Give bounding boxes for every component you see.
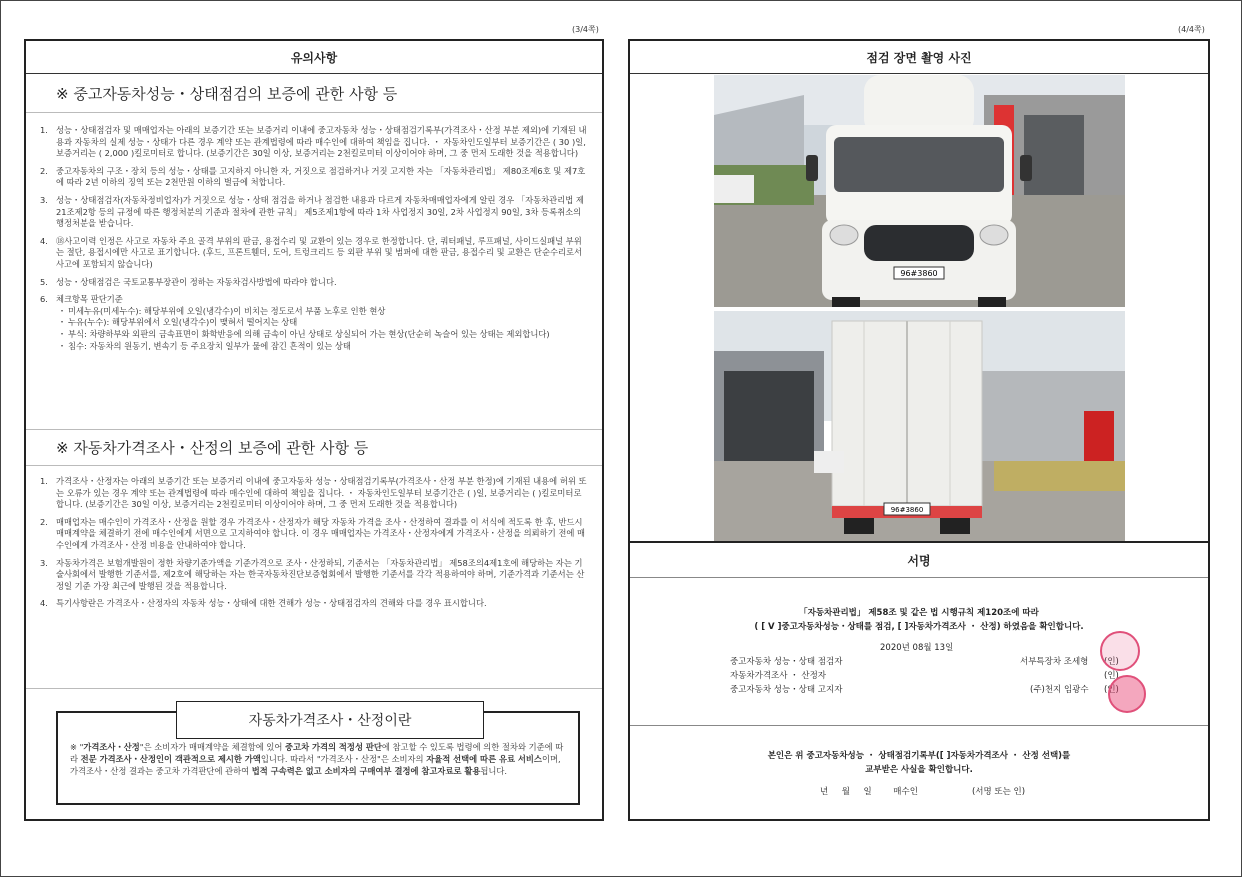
inspection-photo-front (714, 75, 1125, 307)
section-title-performance: ※ 중고자동차성능・상태점검의 보증에 관한 사항 등 (26, 75, 602, 113)
signer-seal-notifier: (인) (1104, 685, 1119, 695)
buyer-signature-fields: 년 월 일 매수인 (서명 또는 인) (820, 787, 1026, 797)
notice-panel (24, 39, 604, 821)
price-definition-text: ※ "가격조사・산정"은 소비자가 매매계약을 체결함에 있어 중고차 가격의 적정성 판단에 참고할 수 있도록 법령에 의한 절차와 기준에 따라 전문 가격조사・산정인이 객관적으로 제시한 가액입니다. 따라서 "가격조사・산정"은 소비자의 자율적 선택에 따른 유료 서비스이며, 가격조사・산정 결과는 중고차 가격판단에 관하여 법적 구속력은 없고 소비자의 구매여부 결정에 참고자료로 활용됩니다. (70, 742, 564, 776)
list-item: 4. ⑱사고이력 인정은 사고로 자동차 주요 골격 부위의 판금, 용접수리 및 교환이 있는 경우로 한정합니다. 단, 쿼터패널, 루프패널, 사이드실패널 부위는 절단, 용접시에만 사고로 표기합니다. (후드, 프론트휀더, 도어, 트렁크리드 등 외판 부위 및 범퍼에 대한 판금, 용접수리 및 교환은 단순수리로서 사고에 포함되지 않습니다) (40, 235, 583, 269)
law-reference-text: 「자동차관리법」 제58조 및 같은 법 시행규칙 제120조에 따라 (799, 608, 1039, 618)
page-number-left: (3/4쪽) (572, 25, 599, 34)
page-number-right: (4/4쪽) (1178, 25, 1205, 34)
price-warranty-list (26, 466, 602, 688)
receipt-confirmation-line1: 본인은 위 중고자동차성능 ・ 상태점검기록부([ ]자동차가격조사 ・ 산정 선택)를 (767, 751, 1071, 761)
list-item: 3. 성능・상태점검자(자동차정비업자)가 거짓으로 성능・상태 점검을 하거나 점검한 내용과 다르게 자동차매매업자에게 알린 경우 「자동차관리법 제21조제2항 등의 규정에 따른 행정처분의 기준과 절차에 관한 규칙」 제5조제1항에 따라 1차 사업정지 30일, 2차 사업정지 90일, 3차 등록취소의 행정처분을 받습니다. (40, 194, 584, 229)
criteria-item: ・ 침수: 자동차의 원동기, 변속기 등 주요장치 일부가 물에 잠긴 흔적이 있는 상태 (57, 340, 351, 351)
list-item: 6. 체크항목 판단기준 ・ 미세누유(미세누수): 해당부위에 오일(냉각수)이 비치는 정도로서 부품 노후로 인한 현상 ・ 누유(누수): 해당부위에서 오일(냉각수)이 맺혀서 떨어지는 상태 ・ 부식: 차량하부와 외판의 금속표면이 화학반응에 의해 금속이 아닌 상태로 상실되어 가는 현상(단순히 녹슬어 있는 상태는 제외합니다) ・ 침수: 자동차의 원동기, 변속기 등 주요장치 일부가 물에 잠긴 흔적이 있는 상태 (40, 294, 588, 352)
inspector-seal-stamp (1100, 631, 1140, 671)
signer-role-notifier: 중고자동차 성능・상태 고지자 (730, 685, 843, 695)
list-item: 4. 특기사항란은 가격조사・산정자의 자동차 성능・상태에 대한 견해가 성능・상태점검자의 견해와 다를 경우 표시합니다. (40, 598, 487, 609)
front-plate-text: 96#3860 (900, 269, 938, 278)
list-item: 5. 성능・상태점검은 국토교통부장관이 정하는 자동차검사방법에 따라야 합니다. (40, 276, 337, 287)
price-definition-title: 자동차가격조사・산정이란 (176, 701, 484, 739)
check-criteria-list (56, 306, 588, 352)
signature-date: 2020년 08월 13일 (880, 643, 954, 653)
signature-header: 서명 (630, 541, 1208, 578)
inspection-confirmation-text: ( [ V ]중고자동차성능・상태를 점검, [ ]자동차가격조사 ・ 산정) 하였음을 확인합니다. (754, 622, 1084, 632)
criteria-item: ・ 미세누유(미세누수): 해당부위에 오일(냉각수)이 비치는 정도로서 부품 노후로 인한 현상 (57, 305, 386, 316)
signer-name-notifier: (주)천지 임광수 (1030, 685, 1089, 695)
performance-warranty-list (26, 113, 602, 429)
signer-role-appraiser: 자동차가격조사 ・ 산정자 (730, 671, 827, 681)
list-item: 2. 중고자동차의 구조・장치 등의 성능・상태를 고지하지 아니한 자, 거짓으로 점검하거나 거짓 고지한 자는 「자동차관리법」 제80조제6호 및 제7호에 따라 2년 이하의 징역 또는 2천만원 이하의 벌금에 처합니다. (40, 165, 586, 188)
inspection-photo-rear (714, 311, 1125, 541)
criteria-item: ・ 누유(누수): 해당부위에서 오일(냉각수)이 맺혀서 떨어지는 상태 (57, 317, 298, 328)
signer-role-inspector: 중고자동차 성능・상태 점검자 (730, 657, 843, 667)
receipt-confirmation-line2: 교부받은 사실을 확인합니다. (865, 765, 973, 775)
signer-name-inspector: 서부특장차 조세형 (1020, 657, 1089, 667)
list-item: 3. 자동차가격은 보험개발원이 정한 차량기준가액을 기준가격으로 조사・산정하되, 기준서는 「자동차관리법」 제58조의4제1호에 해당하는 자는 기술사회에서 발행한 기준서를, 제2호에 해당하는 자는 한국자동차진단보증협회에서 발행한 기준서를 각각 적용하여야 하며, 기준가격과 기준서는 산정일 기준 가장 최근에 발행된 것을 적용합니다. (40, 557, 585, 591)
list-item: 1. 성능・상태점검자 및 매매업자는 아래의 보증기간 또는 보증거리 이내에 중고자동차 성능・상태점검기록부(가격조사・산정 부분 제외)에 기재된 내용과 자동차의 실제 성능・상태가 다른 경우 계약 또는 관계법령에 따라 매수인에 대하여 책임을 집니다. ・ 자동차인도일부터 보증기간은 ( 30 )일, 보증거리는 ( 2,000 )킬로미터로 합니다. (보증기간은 30일 이상, 보증거리는 2천킬로미터 이상이어야 하며, 그 중 먼저 도래한 것을 적용합니다) (40, 125, 587, 159)
rear-plate-text: 96#3860 (890, 506, 924, 514)
notifier-seal-stamp (1108, 675, 1146, 713)
right-panel (628, 39, 1210, 821)
photo-panel-header: 점검 장면 촬영 사진 (630, 41, 1208, 74)
signer-seal-appraiser: (인) (1104, 671, 1119, 681)
notice-panel-header: 유의사항 (26, 41, 602, 74)
list-item: 2. 매매업자는 매수인이 가격조사・산정을 원할 경우 가격조사・산정자가 해당 자동차 가격을 조사・산정하여 결과를 이 서식에 적도록 한 후, 반드시 매매계약을 체결하기 전에 매수인에게 서면으로 고지하여야 합니다. 이 경우 매매업자는 가격조사・산정자에게 가격조사・산정을 의뢰하기 전에 매수인에게 가격조사・산정 비용을 안내하여야 합니다. (40, 516, 586, 550)
criteria-item: ・ 부식: 차량하부와 외판의 금속표면이 화학반응에 의해 금속이 아닌 상태로 상실되어 가는 현상(단순히 녹슬어 있는 상태는 제외합니다) (57, 328, 550, 339)
signer-seal-inspector: (인) (1104, 657, 1119, 667)
section-title-price: ※ 자동차가격조사・산정의 보증에 관한 사항 등 (26, 430, 602, 466)
list-item: 1. 가격조사・산정자는 아래의 보증기간 또는 보증거리 이내에 중고자동차 성능・상태점검기록부(가격조사・산정 부분 한정)에 기재된 내용에 허위 또는 오류가 있는 경우 계약 또는 관계법령에 따라 매수인에 대하여 책임을 집니다. ・ 자동차인도일부터 보증기간은 ( )일, 보증거리는 ( )킬로미터로 합니다. (보증기간은 30일 이상, 보증거리는 2천킬로미터 이상이어야 하며, 그 중 먼저 도래한 것을 적용합니다) (40, 476, 587, 510)
